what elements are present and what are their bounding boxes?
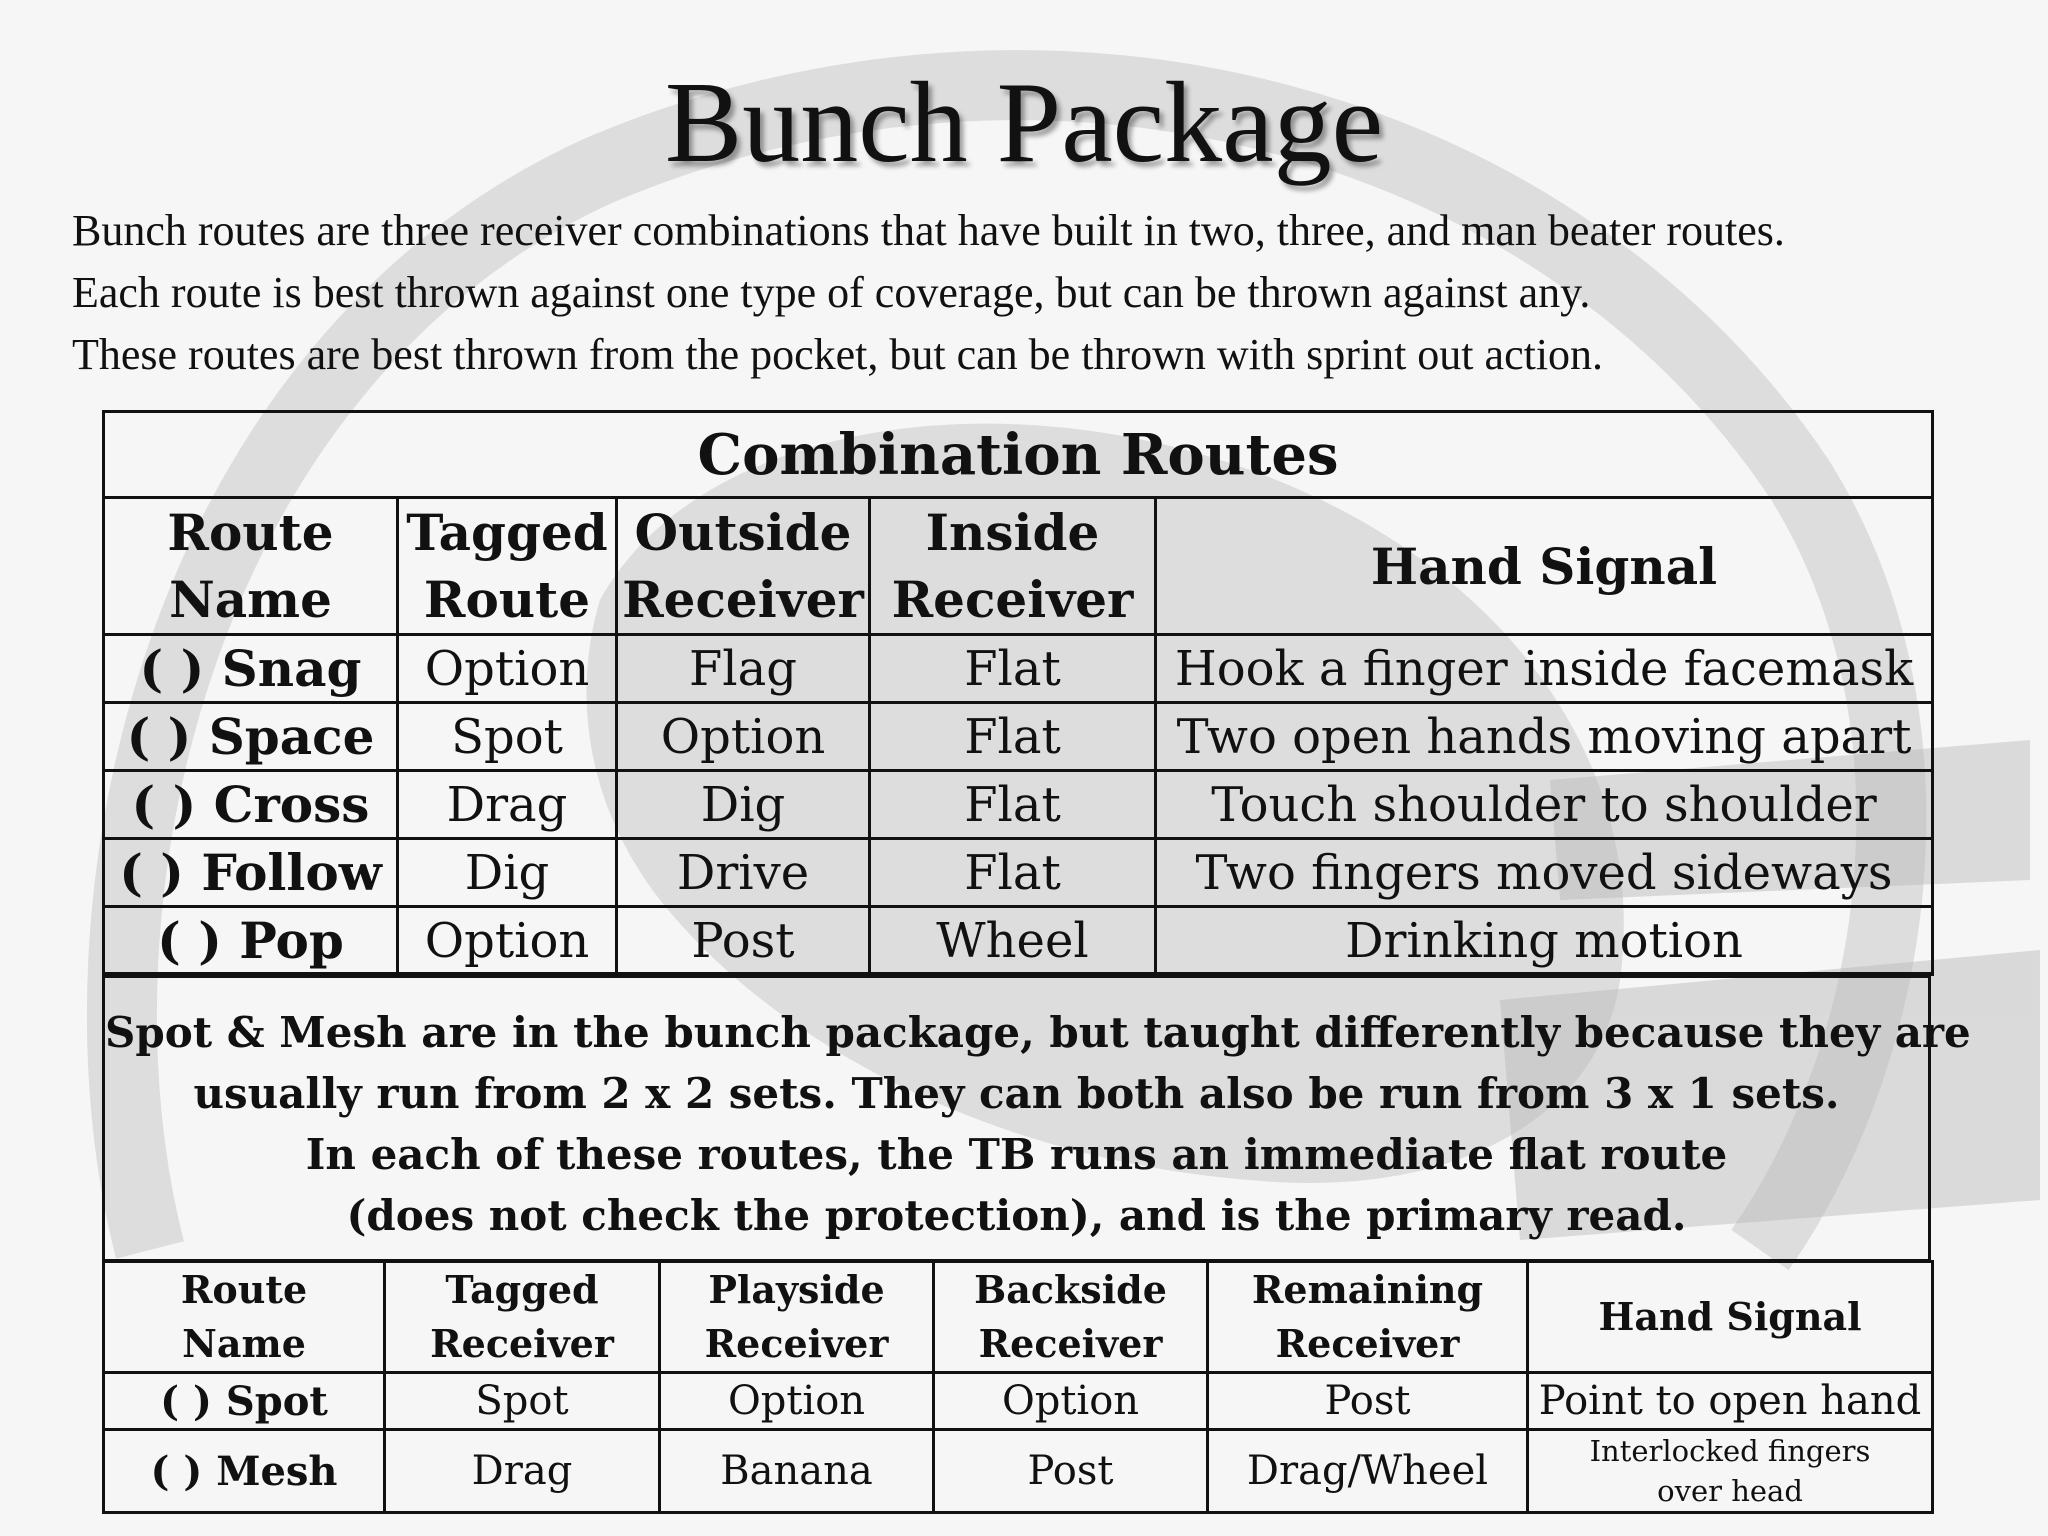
intro-text [72, 200, 2032, 386]
hand-signal-cell: Interlocked fingers over head [1528, 1430, 1933, 1513]
note-line: usually run from 2 x 2 sets. They can both also be run from 3 x 1 sets. [193, 1069, 1840, 1118]
tagged-receiver-cell: Spot [385, 1373, 660, 1430]
route-name-cell: ( ) Pop [104, 907, 398, 975]
hand-signal-cell: Point to open hand [1528, 1373, 1933, 1430]
hand-signal-cell: Drinking motion [1156, 907, 1933, 975]
header-inside-receiver: Inside Receiver [870, 498, 1156, 635]
hand-signal-cell: Two open hands moving apart [1156, 703, 1933, 771]
header-tagged-route: Tagged Route [398, 498, 617, 635]
route-name-cell: ( ) Mesh [104, 1430, 385, 1513]
tagged-route-cell: Dig [398, 839, 617, 907]
header-outside-receiver: Outside Receiver [617, 498, 870, 635]
intro-line: Bunch routes are three receiver combinations that have built in two, three, and man beater routes. [72, 206, 1785, 255]
header-remaining-receiver: Remaining Receiver [1208, 1262, 1528, 1373]
outside-receiver-cell: Flag [617, 635, 870, 703]
header-hand-signal: Hand Signal [1528, 1262, 1933, 1373]
page-title: Bunch Package [664, 59, 1384, 187]
inside-receiver-cell: Flat [870, 771, 1156, 839]
outside-receiver-cell: Post [617, 907, 870, 975]
note-line: (does not check the protection), and is the primary read. [346, 1191, 1687, 1240]
table-row [104, 907, 1933, 975]
header-backside-receiver: Backside Receiver [934, 1262, 1208, 1373]
inside-receiver-cell: Wheel [870, 907, 1156, 975]
tagged-receiver-cell: Drag [385, 1430, 660, 1513]
outside-receiver-cell: Option [617, 703, 870, 771]
tagged-route-cell: Option [398, 907, 617, 975]
playside-receiver-cell: Option [660, 1373, 934, 1430]
tagged-route-cell: Option [398, 635, 617, 703]
hand-signal-cell: Touch shoulder to shoulder [1156, 771, 1933, 839]
header-tagged-receiver: Tagged Receiver [385, 1262, 660, 1373]
route-name-cell: ( ) Cross [104, 771, 398, 839]
route-name-cell: ( ) Snag [104, 635, 398, 703]
tagged-route-cell: Drag [398, 771, 617, 839]
intro-line: Each route is best thrown against one type of coverage, but can be thrown against any. [72, 268, 1591, 317]
route-name-cell: ( ) Spot [104, 1373, 385, 1430]
spot-mesh-table [102, 1260, 1934, 1514]
intro-line: These routes are best thrown from the pocket, but can be thrown with sprint out action. [72, 330, 1604, 379]
backside-receiver-cell: Option [934, 1373, 1208, 1430]
route-name-cell: ( ) Follow [104, 839, 398, 907]
hand-signal-cell: Hook a finger inside facemask [1156, 635, 1933, 703]
hand-signal-cell: Two fingers moved sideways [1156, 839, 1933, 907]
outside-receiver-cell: Drive [617, 839, 870, 907]
header-route-name: Route Name [104, 498, 398, 635]
inside-receiver-cell: Flat [870, 703, 1156, 771]
note-line: Spot & Mesh are in the bunch package, but taught differently because they are [105, 1008, 1971, 1057]
table-row [104, 771, 1933, 839]
remaining-receiver-cell: Drag/Wheel [1208, 1430, 1528, 1513]
outside-receiver-cell: Dig [617, 771, 870, 839]
backside-receiver-cell: Post [934, 1430, 1208, 1513]
header-playside-receiver: Playside Receiver [660, 1262, 934, 1373]
combination-routes-table [102, 410, 1934, 976]
playside-receiver-cell: Banana [660, 1430, 934, 1513]
header-hand-signal: Hand Signal [1156, 498, 1933, 635]
spot-mesh-note [102, 972, 1971, 1262]
inside-receiver-cell: Flat [870, 635, 1156, 703]
route-name-cell: ( ) Space [104, 703, 398, 771]
table-caption: Combination Routes [104, 412, 1933, 498]
tagged-route-cell: Spot [398, 703, 617, 771]
table-row [104, 635, 1933, 703]
table-row [104, 1430, 1933, 1513]
note-line: In each of these routes, the TB runs an immediate flat route [305, 1130, 1728, 1179]
table-row [104, 839, 1933, 907]
table-row [104, 703, 1933, 771]
header-route-name: Route Name [104, 1262, 385, 1373]
remaining-receiver-cell: Post [1208, 1373, 1528, 1430]
inside-receiver-cell: Flat [870, 839, 1156, 907]
table-row [104, 1373, 1933, 1430]
